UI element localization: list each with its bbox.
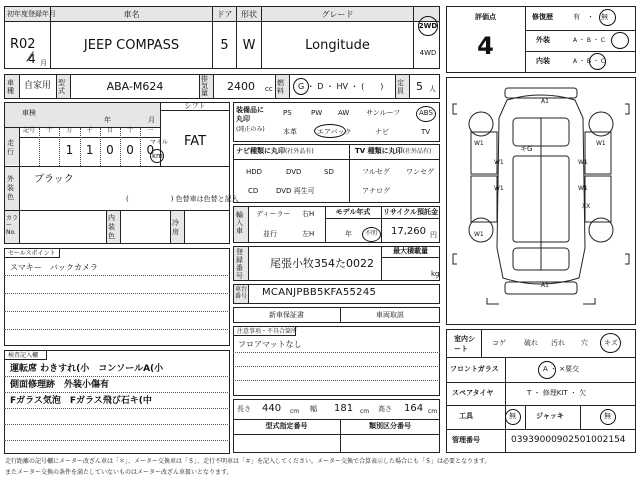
shape-value: W: [242, 38, 256, 53]
import-left-h: 左H: [302, 230, 315, 238]
equip-abs-circle: [416, 106, 436, 122]
left-front-door: [471, 132, 497, 174]
first-reg-era-year: R02: [10, 37, 36, 52]
model-year-unit: 年: [345, 230, 352, 238]
use-label: 車種: [7, 79, 14, 95]
int-options: A ・ B ・ C: [573, 58, 606, 65]
plate-value: 尾張小牧354た0022: [270, 257, 374, 270]
mileage-digit: 1: [85, 143, 94, 157]
mgmt-value: 03939000902501002154: [511, 435, 626, 445]
ext-label: 外装: [536, 36, 550, 44]
inspector-line-1: 運転席 わきすれ(小 コンソールA(小: [10, 364, 164, 374]
score-label: 評価点: [475, 13, 496, 21]
mark-w1-ld: W1: [494, 159, 504, 166]
vin-label: 車台番号: [235, 286, 248, 300]
width-unit: cm: [360, 408, 370, 415]
mark-a1-rear: A1: [541, 282, 549, 289]
length-label: 長さ: [237, 405, 251, 413]
length-unit: cm: [290, 408, 300, 415]
mileage-label: 走行: [7, 139, 14, 156]
navi-dvd: DVD: [286, 168, 302, 176]
equip-airbag-circle: [314, 124, 346, 138]
equipment-item: エアバック: [317, 128, 352, 136]
inspector-label: 検査記入欄: [8, 352, 39, 359]
inspector-line-3: Fガラス気泡 Fガラス飛び石キ(中: [10, 396, 152, 406]
mileage-header: 百: [106, 127, 113, 134]
ext-options: A ・ B ・ C: [573, 37, 606, 44]
tv-title: [355, 148, 431, 155]
navi-cd: CD: [248, 187, 259, 195]
import-right-h: 右H: [302, 210, 315, 218]
model-year-label: モデル年式: [335, 208, 371, 216]
jack-label: ジャッキ: [536, 412, 564, 420]
mileage-digit: 0: [126, 143, 134, 157]
grade-label: グレード: [321, 10, 354, 19]
doors-value: 5: [220, 38, 229, 53]
right-front-door: [585, 132, 611, 174]
fuel-selected-circle: [293, 78, 309, 95]
recycle-value: 17,260: [391, 226, 426, 237]
interior-color-label: 内装色: [108, 214, 115, 240]
class-no-label: 類別区分番号: [369, 422, 411, 430]
capacity-label: 定員: [397, 79, 404, 95]
left-rear-door: [471, 176, 497, 222]
exterior-color: ブラック: [34, 174, 74, 185]
equipment-sublabel: (純正のみ): [236, 126, 265, 133]
max-load-kg: kg: [431, 270, 440, 278]
type-no-label: 型式指定番号: [265, 422, 308, 430]
fglass-options: A ・ ×要交: [543, 365, 580, 373]
import-label: 輸入車: [236, 211, 243, 235]
displacement-value: 2400: [227, 80, 255, 93]
mark-w1-lr: W1: [494, 185, 504, 192]
seat-ana: 穴: [581, 339, 588, 347]
int-label: 内装: [536, 57, 550, 65]
color-no-label: カラーNo.: [6, 215, 19, 236]
notes-box: [233, 326, 440, 396]
inspector-line-2: 側面修理跡 外装小傷有: [10, 380, 110, 390]
equipment-item: TV: [421, 128, 431, 136]
mileage-digit: 1: [65, 143, 74, 157]
drive-4wd: 4WD: [419, 49, 437, 57]
height-value: 164: [404, 403, 424, 414]
mileage-header: 千: [86, 127, 93, 134]
fglass-label: フロントガラス: [450, 365, 499, 373]
notes-label: 注意事項・不具合箇所: [237, 328, 298, 335]
drive-2wd: 2WD: [418, 22, 438, 30]
shift-label: シフト: [184, 102, 206, 110]
equipment-item: 本革: [283, 128, 297, 136]
shaken-label: 車検: [22, 109, 36, 117]
mark-w1-lf: W1: [474, 140, 484, 147]
width-value: 181: [334, 403, 354, 414]
first-reg-month: 4: [28, 52, 36, 66]
fuel-label: 燃料: [277, 79, 284, 95]
warranty-doc: 新車保証書: [269, 311, 304, 319]
mark-w1-rr: W1: [578, 185, 588, 192]
mark-w1-rd: W1: [578, 159, 588, 166]
grade-value: Longitude: [305, 38, 370, 53]
mark-kig: キG: [520, 145, 533, 153]
repair-label: 修復歴: [532, 13, 553, 21]
mark-w1-lw: W1: [474, 231, 484, 238]
score-value: 4: [477, 32, 494, 60]
doors-label: ドア: [216, 10, 233, 19]
exterior-note: ( ) 色替車は色替と記入: [126, 195, 239, 203]
navi-hdd: HDD: [246, 168, 263, 176]
equipment-item: ABS: [419, 109, 433, 117]
mileage-header: 十: [127, 127, 134, 134]
vin-value: MCANJPBB5KFA55245: [262, 287, 377, 298]
mileage-digit: 0: [146, 143, 155, 157]
capacity-unit: 人: [429, 85, 436, 93]
footer-line-2: またメーター交換の条件を満たしていないものはメーター改ざん車扱いとなります。: [5, 469, 233, 476]
first-reg-month-unit: 月: [40, 59, 47, 67]
capacity-value: 5: [416, 80, 423, 93]
width-label: 幅: [310, 405, 317, 413]
seat-kizu: キズ: [604, 339, 618, 347]
tv-title-note: (社外品有): [402, 148, 432, 155]
equipment-label: 装備品に丸印: [236, 106, 264, 123]
spare-options: T ・ 修理KIT ・ 欠: [527, 389, 587, 397]
seat-label: 室内シート: [454, 335, 475, 353]
mileage-header: 記号: [23, 127, 36, 134]
car-name: JEEP COMPASS: [83, 38, 180, 53]
sales-point-label: セールスポイント: [8, 250, 56, 257]
tv-full: フルセグ: [362, 168, 390, 176]
equipment-item: AW: [338, 109, 350, 117]
tools-value: 無: [509, 412, 516, 420]
tv-title-text: TV 種類に丸印: [355, 147, 403, 155]
exterior-label: 外装色: [7, 175, 14, 201]
jack-value: 無: [604, 412, 611, 420]
mgmt-label: 管理番号: [452, 436, 480, 444]
fuel-options: G ・ D ・ HV ・ ( ): [298, 82, 384, 91]
right-rear-door: [585, 176, 611, 222]
max-load-label: 最大積載量: [393, 247, 428, 255]
shift-value: FAT: [183, 134, 207, 149]
footer-line-1: 走行距離の記号欄にメーター改ざん車は「＊」、メーター交換車は「＄」、走行不明車は「＃」を記入してください。メーター交換で合算表示した場合にも「＄」は必要となります。: [5, 458, 491, 465]
use-value: 自家用: [24, 81, 52, 91]
equipment-item: PW: [311, 109, 323, 117]
mileage-header: 万: [66, 127, 73, 134]
tv-analog: アナログ: [362, 187, 390, 195]
first-reg-label: 初年度登録年月: [7, 10, 56, 18]
shape-label: 形状: [241, 10, 257, 19]
int-selected-circle: [589, 53, 606, 70]
ext-selected-circle: [611, 32, 629, 49]
mileage-unit-mile: マイル: [150, 139, 168, 146]
model-label: 型式: [58, 79, 65, 95]
mileage-header: 十: [46, 127, 53, 134]
tv-one: ワンセグ: [406, 168, 434, 176]
manual-doc: 車両取説: [376, 311, 404, 319]
recycle-yen: 円: [430, 231, 437, 239]
spare-label: スペアタイヤ: [452, 389, 494, 397]
model-value: ABA-M624: [106, 80, 164, 93]
mileage-unit-km: km: [152, 152, 163, 160]
repair-options: 有 ・ 無: [573, 13, 608, 21]
mileage-header: 一: [147, 127, 154, 134]
tools-label: 工具: [459, 412, 473, 420]
recycle-label: リサイクル預託金: [382, 208, 439, 216]
cool-label: 冷房: [172, 219, 179, 236]
import-dealer: ディーラー: [256, 210, 291, 218]
plate-label: 登録番号: [236, 248, 243, 280]
navi-title-note: (社外品有): [285, 148, 314, 155]
seat-yogore: 汚れ: [551, 339, 565, 347]
model-year-unknown: 不明: [365, 230, 378, 237]
notes-text: フロアマットなし: [238, 340, 302, 349]
shaken-year-unit: 年: [104, 116, 111, 124]
repair-selected-circle: [599, 9, 616, 26]
navi-title-text: ナビ種類に丸印: [236, 147, 285, 155]
seat-koge: コゲ: [492, 339, 506, 347]
front-bumper: [505, 88, 577, 98]
mileage-digit: 0: [106, 143, 114, 157]
import-parallel: 並行: [263, 230, 277, 238]
seat-yabure: 破れ: [524, 339, 538, 347]
mark-w1-rf: W1: [596, 140, 606, 147]
navi-dvd-play: DVD 再生可: [276, 187, 315, 195]
height-label: 高さ: [378, 405, 392, 413]
equipment-item: PS: [283, 109, 292, 117]
displacement-label: 排気量: [201, 75, 208, 97]
length-value: 440: [262, 403, 282, 414]
sales-point-text: スマキー バックカメラ: [10, 263, 98, 272]
car-name-label: 車名: [123, 10, 140, 19]
mark-a1-front: A1: [541, 98, 549, 105]
navi-sd: SD: [324, 168, 334, 176]
equipment-item: ナビ: [375, 128, 389, 136]
height-unit: cm: [428, 408, 438, 415]
equipment-item: サンルーフ: [366, 109, 401, 117]
navi-title: [236, 148, 314, 155]
shaken-month-unit: 月: [148, 116, 155, 124]
displacement-unit: cc: [265, 85, 273, 93]
mark-xx: XX: [582, 203, 591, 210]
